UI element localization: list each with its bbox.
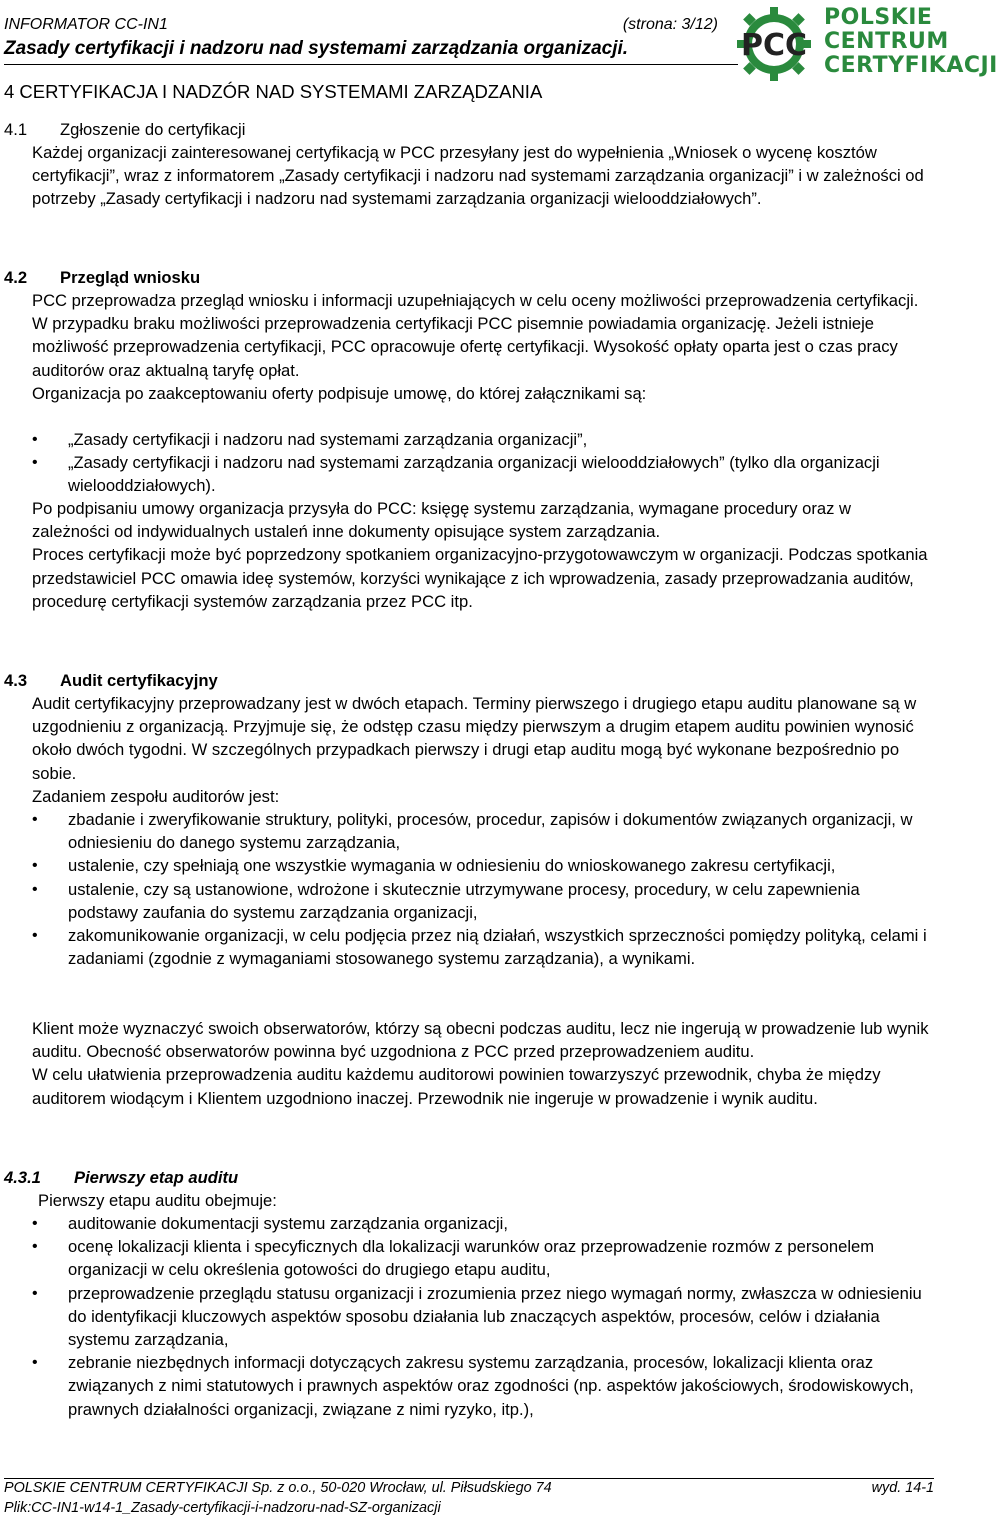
section-4-2-text [32,289,932,405]
section-4-3-list [32,808,932,970]
footer-edition: wyd. 14-1 [871,1480,934,1496]
page-header [4,12,738,64]
list-item: • ocenę lokalizacji klienta i specyficznych dla lokalizacji warunków oraz przeprowadzenie rozmów z personelem organizacji w celu określenia gotowości do drugiego etapu auditu, [32,1235,932,1281]
list-item: • ustalenie, czy są ustanowione, wdrożone i skutecznie utrzymywane procesy, procedury, w celu zapewnienia podstawy zaufania do systemu zarządzania organizacji, [32,878,932,924]
logo-line-2: CENTRUM [824,29,949,54]
paragraph: Audit certyfikacyjny przeprowadzany jest w dwóch etapach. Terminy pierwszego i drugiego etapu auditu planowane są w uzgodnieniu z organizacją. Przyjmuje się, że odstęp czasu między pierwszym a drugim etapem auditu powinien wynosić około dwóch tygodni. W szczególnych przypadkach pierwszy i drugi etap auditu mogą być wykonane bezpośrednio po sobie. [32,694,917,783]
section-4-1-text [32,141,932,211]
list-item: • zakomunikowanie organizacji, w celu podjęcia przez nią działań, wszystkich sprzeczności pomiędzy polityką, celami i zadaniami (zgodnie z wymaganiami stosowanego systemu zarządzania), a wynikami. [32,924,932,970]
paragraph: Proces certyfikacji może być poprzedzony spotkaniem organizacyjno-przygotowawczym w organizacji. Podczas spotkania przedstawiciel PCC omawia ideę systemów, korzyści wynikające z ich wprowadzenia, zasady przeprowadzania auditów, procedurę certyfikacji systemów zarządzania przez PCC itp. [32,545,928,611]
list-item: • „Zasady certyfikacji i nadzoru nad systemami zarządzania organizacji wielooddziałowych” (tylko dla organizacji wielooddziałowych). [32,451,932,497]
footer-file: Plik:CC-IN1-w14-1_Zasady-certyfikacji-i-nadzoru-nad-SZ-organizacji [4,1500,441,1516]
list-item: • ustalenie, czy spełniają one wszystkie wymagania w odniesieniu do wnioskowanego zakresu certyfikacji, [32,854,932,877]
section-4-3-text [32,692,932,808]
section-number: 4.2 [4,268,28,287]
paragraph: Klient może wyznaczyć swoich obserwatorów, którzy są obecni podczas auditu, lecz nie ingerują w prowadzenie lub wynik auditu. Obecność obserwatorów powinna być uzgodniona z PCC przed przeprowadzeniem auditu. [32,1019,929,1062]
section-4-2-list [32,428,932,498]
header-subtitle: Zasady certyfikacji i nadzoru nad systemami zarządzania organizacji. [4,38,629,59]
header-divider [4,64,738,65]
document-label: INFORMATOR CC-IN1 [4,16,168,33]
section-number: 4.3.1 [4,1168,41,1187]
section-4-3-text-cont [32,1017,932,1110]
section-4-3-1-heading [4,1166,238,1189]
section-title: Audit certyfikacyjny [60,671,218,690]
pcc-logo [728,4,998,82]
paragraph: Po podpisaniu umowy organizacja przysyła do PCC: księgę systemu zarządzania, wymagane procedury oraz w zależności od indywidualnych ustaleń inne dokumenty opisujące system zarządzania. [32,499,852,542]
gear-logo-icon [728,4,824,82]
page-footer [4,1478,934,1518]
paragraph: Zadaniem zespołu auditorów jest: [32,786,280,806]
logo-line-3: CERTYFIKACJI [824,53,998,78]
list-item: • zebranie niezbędnych informacji dotyczących zakresu systemu zarządzania, procesów, lokalizacji klienta oraz związanych z nimi statutowych i prawnych aspektów oraz zgodności (np. aspektów jakościowych, środowiskowych, prawnych działalności organizacji, związane z nimi ryzyko, itp.), [32,1351,932,1421]
svg-text:PCC: PCC [740,28,808,63]
section-4-2-text-cont [32,497,932,613]
logo-wordmark [824,6,998,78]
footer-address: POLSKIE CENTRUM CERTYFIKACJI Sp. z o.o., 50-020 Wrocław, ul. Piłsudskiego 74 [4,1480,552,1496]
list-item: • zbadanie i zweryfikowanie struktury, polityki, procesów, procedur, zapisów i dokumentów związanych organizacji, w odniesieniu do danego systemu zarządzania, [32,808,932,854]
logo-line-1: POLSKIE [824,5,933,30]
list-item: • auditowanie dokumentacji systemu zarządzania organizacji, [32,1212,932,1235]
paragraph: Pierwszy etapu auditu obejmuje: [38,1191,277,1210]
section-4-1-heading [4,118,245,141]
section-number: 4.3 [4,671,28,690]
section-4-3-heading [4,669,218,692]
list-item: • przeprowadzenie przeglądu statusu organizacji i zrozumienia przez niego wymagań normy, zwłaszcza w odniesieniu do identyfikacji kluczowych aspektów sposobu działania lub znaczących aspektów, procesów, celów i działania systemu zarządzania, [32,1282,932,1352]
section-4-3-1-text [38,1189,938,1212]
section-number: 4.1 [4,120,28,139]
paragraph: Każdej organizacji zainteresowanej certyfikacją w PCC przesyłany jest do wypełnienia „Wniosek o wycenę kosztów certyfikacji”, wraz z informatorem „Zasady certyfikacji i nadzoru nad systemami zarządzania organizacji” i w zależności od potrzeby „Zasady certyfikacji i nadzoru nad systemami zarządzania organizacji wielooddziałowych”. [32,143,924,209]
section-title: Przegląd wniosku [60,268,201,287]
section-title: Zgłoszenie do certyfikacji [60,120,246,139]
section-4-3-1-list [32,1212,932,1421]
section-title: Pierwszy etap auditu [74,1168,239,1187]
paragraph: Organizacja po zaakceptowaniu oferty podpisuje umowę, do której załącznikami są: [32,383,647,403]
paragraph: PCC przeprowadza przegląd wniosku i informacji uzupełniających w celu oceny możliwości przeprowadzenia certyfikacji. W przypadku braku możliwości przeprowadzenia certyfikacji PCC pisemnie powiadamia organizację. Jeżeli istnieje możliwość przeprowadzenia certyfikacji, PCC opracowuje ofertę certyfikacji. Wysokość opłaty oparta jest o czas pracy auditorów oraz aktualną taryfę opłat. [32,291,919,380]
page-number: (strona: 3/12) [622,16,718,33]
paragraph: W celu ułatwienia przeprowadzenia auditu każdemu auditorowi powinien towarzyszyć przewodnik, chyba że między auditorem wiodącym i Klientem uzgodniono inaczej. Przewodnik nie ingeruje w prowadzenie i wynik auditu. [32,1065,881,1108]
chapter-heading: 4 CERTYFIKACJA I NADZÓR NAD SYSTEMAMI ZARZĄDZANIA [4,81,543,102]
list-item: • „Zasady certyfikacji i nadzoru nad systemami zarządzania organizacji”, [32,428,932,451]
section-4-2-heading [4,266,200,289]
